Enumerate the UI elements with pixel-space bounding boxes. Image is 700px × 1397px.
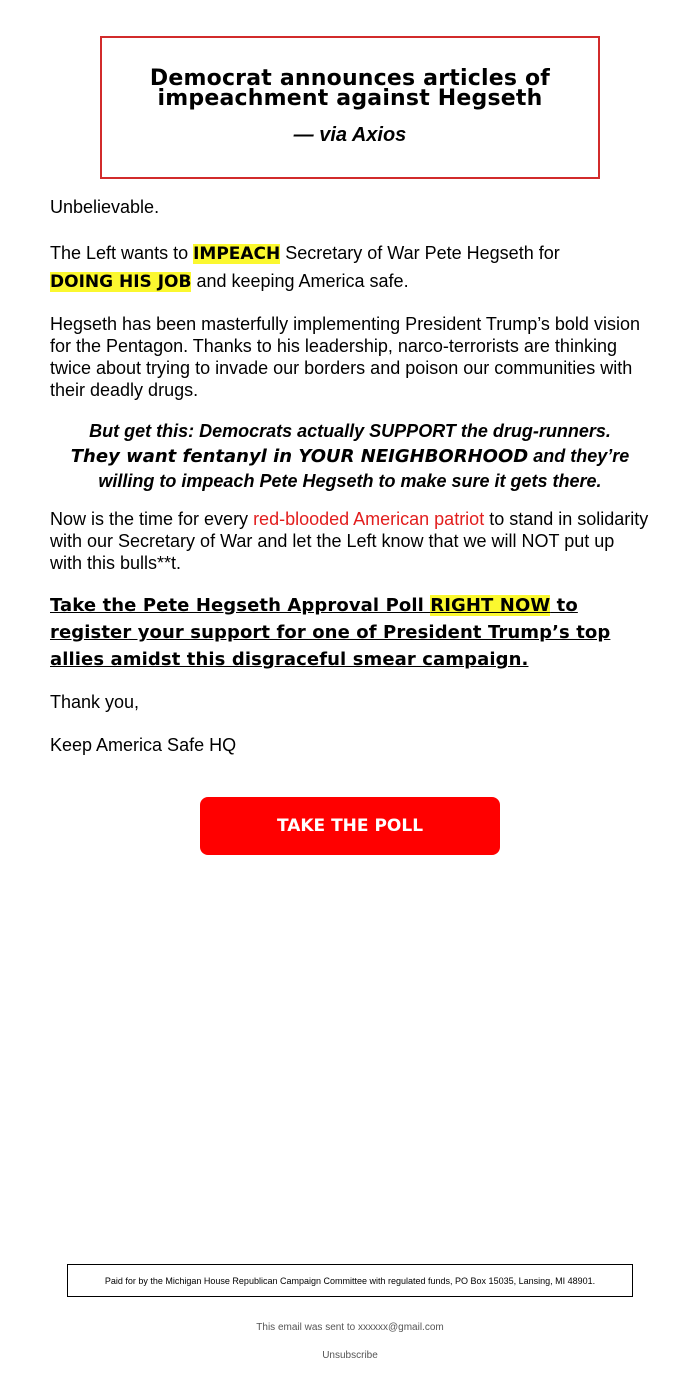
patriot-paragraph (50, 508, 650, 574)
impeach-text-before: The Left wants to (50, 243, 194, 263)
signoff: Keep America Safe HQ (50, 735, 237, 755)
take-poll-button[interactable]: TAKE THE POLL (200, 797, 500, 855)
impeach-text-after: and keeping America safe. (191, 271, 409, 291)
impeach-paragraph (50, 240, 650, 296)
poll-call-to-action[interactable] (50, 592, 650, 673)
patriot-text-before: Now is the time for every (50, 509, 254, 529)
leadership-paragraph: Hegseth has been masterfully implementing President Trump’s bold vision for the Pentagon. Thanks to his leadership, narco-terrorists are thinking twice about trying to invade our borders and poison our communities with their deadly drugs. (50, 314, 640, 400)
impeach-text-middle: Secretary of War Pete Hegseth for (280, 243, 560, 263)
sent-to-line (0, 1322, 700, 1333)
quote-paragraph (50, 419, 650, 494)
doing-his-job-highlight: DOING HIS JOB (50, 272, 192, 292)
email-body (50, 196, 650, 756)
patriot-text-after: to stand in solidarity with our Secretary of War and let the Left know that we will NOT put up with this bulls**t. (50, 509, 649, 573)
cta-text-before: Take the Pete Hegseth Approval Poll (50, 595, 431, 616)
sent-prefix: This email was sent to (256, 1322, 358, 1333)
quote-emphasis: They want fentanyl in YOUR NEIGHBORHOOD (70, 446, 529, 467)
cta-text-after: to register your support for one of President Trump’s top allies amidst this disgraceful smear campaign. (50, 595, 611, 670)
patriot-red-text: red-blooded American patriot (253, 509, 485, 529)
headline-title: Democrat announces articles of impeachment against Hegseth (149, 66, 551, 111)
headline-source: — via Axios (293, 124, 407, 146)
headline-box (100, 36, 600, 179)
disclaimer-text: Paid for by the Michigan House Republican Campaign Committee with regulated funds, PO Box 15035, Lansing, MI 48901. (104, 1275, 596, 1286)
unsubscribe-link[interactable]: Unsubscribe (322, 1350, 378, 1361)
quote-line-1: But get this: Democrats actually SUPPORT the drug-runners. (89, 421, 611, 441)
impeach-highlight: IMPEACH (193, 244, 281, 264)
recipient-email: xxxxxx@gmail.com (358, 1322, 444, 1333)
opening-line: Unbelievable. (50, 197, 160, 217)
cta-highlight: RIGHT NOW (430, 595, 551, 616)
paid-for-disclaimer (67, 1264, 633, 1297)
quote-rest: and they’re willing to impeach Pete Hegseth to make sure it gets there. (98, 446, 630, 491)
thanks-line: Thank you, (50, 692, 140, 712)
